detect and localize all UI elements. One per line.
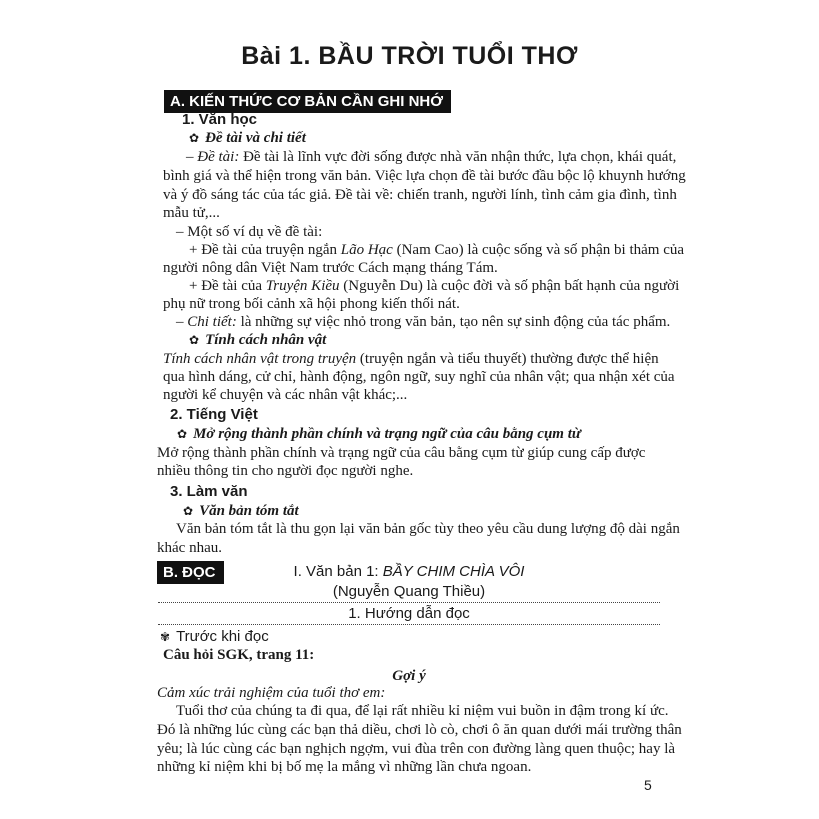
text-line: + Đề tài của Truyện Kiều (Nguyễn Du) là cuộc đời và số phận bất hạnh của người xyxy=(189,278,680,294)
text-line: bình giá và thể hiện trong văn bản. Việc lựa chọn đề tài bước đầu bộc lộ khuynh hướng xyxy=(163,168,686,184)
divider-bottom xyxy=(158,624,660,625)
reading-author: (Nguyễn Quang Thiều) xyxy=(332,583,486,600)
text-line: qua hình dáng, cử chỉ, hành động, ngôn ngữ, suy nghĩ của nhân vật; qua nhận xét của xyxy=(163,369,675,385)
text-line: Văn bản tóm tắt là thu gọn lại văn bản gốc tùy theo yêu cầu dung lượng độ dài ngắn xyxy=(176,521,680,537)
flower-bullet-icon: ✿ xyxy=(189,131,200,145)
flower-bullet-icon: ✿ xyxy=(189,333,200,347)
text-line: Tính cách nhân vật trong truyện (truyện ngắn và tiểu thuyết) thường được thể hiện xyxy=(163,351,659,367)
text-line: Đó là những lúc cùng các bạn thả diều, chơi lò cò, chơi ô ăn quan dưới mái trường thân xyxy=(157,722,682,738)
text-line: nhiều thông tin cho người đọc người nghe. xyxy=(157,463,414,479)
section-a-banner: A. KIẾN THỨC CƠ BẢN CẦN GHI NHỚ xyxy=(164,90,451,113)
page-number: 5 xyxy=(644,777,652,793)
text-line: và ý đồ sáng tác của tác giả. Đề tài về: chiến tranh, người lính, tình cảm gia đình, tình xyxy=(163,187,677,203)
text-line: yêu; là lúc cùng các bạn nghịch ngợm, vui đùa trên con đường làng quen thuộc; hay là xyxy=(157,741,676,757)
heading-van-hoc: 1. Văn học xyxy=(182,111,258,128)
bullet-mo-rong: ✿ Mở rộng thành phần chính và trạng ngữ của câu bằng cụm từ xyxy=(177,426,581,442)
prompt-line: Cảm xúc trải nghiệm của tuổi thơ em: xyxy=(157,685,386,701)
open-flower-bullet-icon: ✾ xyxy=(160,630,171,644)
flower-bullet-icon: ✿ xyxy=(177,427,188,441)
text-line: người kể chuyện và các nhân vật khác;... xyxy=(163,387,408,403)
reading-title: I. Văn bản 1: BẦY CHIM CHÌA VÔI xyxy=(293,563,525,580)
section-b-banner: B. ĐỌC xyxy=(157,561,224,584)
heading-lam-van: 3. Làm văn xyxy=(170,483,248,500)
hint-heading: Gợi ý xyxy=(392,668,426,684)
text-line: người nông dân Việt Nam trước Cách mạng tháng Tám. xyxy=(163,260,498,276)
text-line: + Đề tài của truyện ngắn Lão Hạc (Nam Cao) là cuộc sống và số phận bi thảm của xyxy=(189,242,685,258)
bullet-de-tai: ✿ Đề tài và chi tiết xyxy=(189,130,306,146)
bullet-tom-tat: ✿ Văn bản tóm tắt xyxy=(183,503,299,519)
text-line: những kỉ niệm khi bị bố mẹ la mắng vì những lần chưa ngoan. xyxy=(157,759,532,775)
page-title: Bài 1. BẦU TRỜI TUỔI THƠ xyxy=(241,42,578,70)
before-reading: ✾ Trước khi đọc xyxy=(160,628,269,645)
text-line: phụ nữ trong bối cảnh xã hội phong kiến thối nát. xyxy=(163,296,460,312)
text-line: Mở rộng thành phần chính và trạng ngữ của câu bằng cụm từ giúp cung cấp được xyxy=(157,445,646,461)
text-line: khác nhau. xyxy=(157,540,222,556)
divider-top xyxy=(158,602,660,603)
flower-bullet-icon: ✿ xyxy=(183,504,194,518)
text-line: – Đề tài: Đề tài là lĩnh vực đời sống được nhà văn nhận thức, lựa chọn, khái quát, xyxy=(186,149,677,165)
heading-tieng-viet: 2. Tiếng Việt xyxy=(170,406,258,423)
guide-heading: 1. Hướng dẫn đọc xyxy=(348,605,470,622)
text-line: – Một số ví dụ về đề tài: xyxy=(176,224,323,240)
bullet-tinh-cach: ✿ Tính cách nhân vật xyxy=(189,332,327,348)
text-line: Tuổi thơ của chúng ta đi qua, để lại rất nhiều kỉ niệm vui buồn in đậm trong kí ức. xyxy=(176,703,669,719)
text-line: – Chi tiết: là những sự việc nhỏ trong văn bản, tạo nên sự sinh động của tác phẩm. xyxy=(176,314,671,330)
textbook-question: Câu hỏi SGK, trang 11: xyxy=(163,647,315,663)
text-line: mẫu tử,... xyxy=(163,205,220,221)
